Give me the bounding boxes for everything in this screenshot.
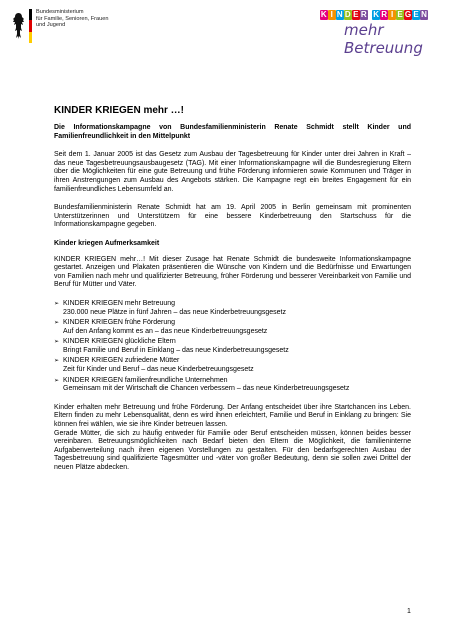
ministry-name [36, 9, 166, 29]
arrow-bullet-icon: ➢ [54, 300, 60, 307]
outro-paragraph: Kinder erhalten mehr Betreuung und frühe Förderung. Der Anfang entscheidet über ihre Startchancen ins Leben. Eltern finden zu mehr Lebensqualität, denn es wird ihnen erleichtert, Familie und Beruf in Einklang zu bringen: Sie können frei wählen, wie sie ihre Kinder betreuen lassen. [54, 403, 411, 429]
ministry-line: für Familie, Senioren, Frauen [36, 15, 109, 22]
page-number: 1 [407, 608, 411, 615]
arrow-bullet-icon: ➢ [54, 339, 60, 346]
campaign-letter-tiles [320, 10, 446, 20]
campaign-letter-tile: R [381, 10, 387, 19]
bullet-heading: KINDER KRIEGEN frühe Förderung [63, 319, 176, 327]
bullet-detail: Bringt Familie und Beruf in Einklang – das neue Kinderbetreuungsgesetz [63, 346, 289, 354]
campaign-subtitle: mehr Betreuung [344, 21, 423, 57]
list-item [54, 319, 411, 336]
campaign-letter-tile: I [328, 10, 336, 20]
bullet-list [54, 300, 411, 394]
bullet-detail: Gemeinsam mit der Wirtschaft die Chancen verbessern – das neue Kinderbetreuungsgesetz [63, 385, 350, 393]
bullet-detail: Zeit für Kinder und Beruf – das neue Kinderbetreuungsgesetz [63, 366, 254, 374]
arrow-bullet-icon: ➢ [54, 358, 60, 365]
bullet-detail: Auf den Anfang kommt es an – das neue Kinderbetreuungsgesetz [63, 327, 268, 335]
bullet-heading: KINDER KRIEGEN glückliche Eltern [63, 338, 176, 346]
ministry-logo [12, 9, 152, 49]
document-body [54, 104, 411, 473]
bullet-detail: 230.000 neue Plätze in fünf Jahren – das neue Kinderbetreuungsgesetz [63, 308, 286, 316]
campaign-letter-tile: E [413, 10, 419, 19]
intro-paragraph: Seit dem 1. Januar 2005 ist das Gesetz zum Ausbau der Tagesbetreuung für Kinder unter drei Jahren in Kraft – das neue Tagesbetreuungsausbaugesetz (TAG). Mit einer Informationskampagne will die Bundesregierung Eltern über die Möglichkeiten für eine gute Betreuung und frühe Förderung informieren sowie Kommunen und Träger in ihren Anstrengungen zum Ausbau des Angebots stärken. Die Kampagne regt ein breites Engagement für ein familienfreundliches Lebensumfeld an. [54, 151, 411, 193]
campaign-letter-tile: E [353, 10, 359, 19]
campaign-letter-tile: N [336, 10, 343, 19]
campaign-letter-tile: R [360, 10, 367, 19]
campaign-paragraph: KINDER KRIEGEN mehr…! Mit dieser Zusage hat Renate Schmidt die bundesweite Informationskampagne gestartet. Anzeigen und Plakaten präsentieren die Wünsche von Kindern und die Bedürfnisse und Erwartungen von Familien nach mehr und qualifizierter Betreuung, früher Förderung und besserer Vereinbarkeit von Familie und Beruf für Mütter und Väter. [54, 255, 411, 289]
section-heading: Kinder kriegen Aufmerksamkeit [54, 239, 160, 247]
campaign-letter-tile: E [397, 10, 403, 19]
german-flag-stripe [29, 9, 32, 43]
list-item [54, 338, 411, 355]
bullet-heading: KINDER KRIEGEN familienfreundliche Unternehmen [63, 376, 228, 384]
list-item [54, 300, 411, 317]
launch-paragraph: Bundesfamilienministerin Renate Schmidt hat am 19. April 2005 in Berlin gemeinsam mit prominenten Unterstützerinnen und Unterstützern für eine bessere Kinderbetreuung den Startschuss für die Informationskampagne gegeben. [54, 204, 411, 229]
outro-paragraph: Gerade Mütter, die sich zu häufig entweder für Familie oder Beruf entscheiden müssen, können beides besser vereinbaren. Betreuungsmöglichkeiten nach Bedarf bieten den Eltern die Möglichkeit, die familieninterne Aufgabenverteilung nach ihren eigenen Vorstellungen zu gestalten. Für den bedarfsgerechten Ausbau der Tagesbetreuung sind qualifizierte Tagesmütter und -väter von großer Bedeutung, denn sie sollen zwei Drittel der neuen Plätze abdecken. [54, 429, 411, 471]
campaign-letter-tile: G [404, 10, 412, 19]
document-title: KINDER KRIEGEN mehr …! [54, 105, 185, 116]
campaign-letter-tile: I [388, 10, 396, 20]
arrow-bullet-icon: ➢ [54, 377, 60, 384]
list-item [54, 377, 411, 394]
campaign-letter-gap [368, 10, 372, 20]
federal-eagle-icon [12, 11, 25, 41]
bullet-heading: KINDER KRIEGEN zufriedene Mütter [63, 357, 180, 365]
bullet-heading: KINDER KRIEGEN mehr Betreuung [63, 299, 176, 307]
ministry-line: Bundesministerium [36, 9, 84, 15]
campaign-letter-tile: K [373, 10, 379, 19]
campaign-letter-tile: N [421, 10, 427, 19]
arrow-bullet-icon: ➢ [54, 320, 60, 327]
campaign-logo [320, 10, 446, 57]
list-item [54, 357, 411, 374]
campaign-letter-tile: K [320, 10, 327, 19]
document-subtitle: Die Informationskampagne von Bundesfamilienministerin Renate Schmidt stellt Kinder und Familienfreundlichkeit in den Mittelpunkt [54, 124, 411, 140]
campaign-letter-tile: D [344, 10, 351, 19]
ministry-line: und Jugend [36, 22, 66, 29]
